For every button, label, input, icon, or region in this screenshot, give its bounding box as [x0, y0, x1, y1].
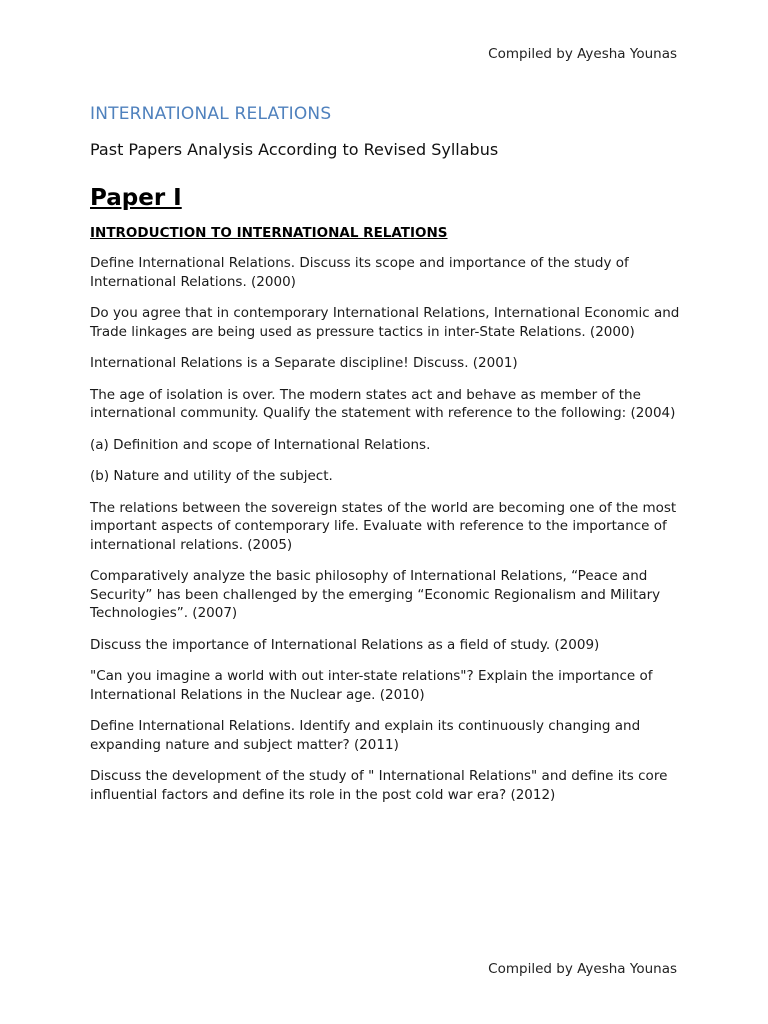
question-paragraph: The relations between the sovereign states of the world are becoming one of the most important aspects of contemporary life. Evaluate with reference to the importance of international relations. (2005) [90, 499, 677, 553]
question-paragraph: (b) Nature and utility of the subject. [90, 468, 333, 484]
question-paragraph: Define International Relations. Discuss its scope and importance of the study of International Relations. (2000) [90, 255, 629, 290]
question-paragraph: "Can you imagine a world with out inter-state relations"? Explain the importance of International Relations in the Nuclear age. (2010) [90, 668, 653, 703]
question-paragraph: International Relations is a Separate discipline! Discuss. (2001) [90, 355, 518, 371]
question-paragraph: Define International Relations. Identify and explain its continuously changing and expanding nature and subject matter? (2011) [90, 718, 641, 753]
section-title: INTRODUCTION TO INTERNATIONAL RELATIONS [90, 225, 448, 241]
question-paragraph: Comparatively analyze the basic philosophy of International Relations, “Peace and Security” has been challenged by the emerging “Economic Regionalism and Military Technologies”. (2007) [90, 568, 661, 621]
subject-title: INTERNATIONAL RELATIONS [90, 104, 332, 124]
question-paragraph: Discuss the importance of International Relations as a field of study. (2009) [90, 636, 600, 653]
paper-title: Paper I [90, 185, 182, 211]
question-paragraph: Discuss the development of the study of " International Relations" and define its core influential factors and define its role in the post cold war era? (2012) [90, 768, 668, 803]
question-paragraph: (a) Definition and scope of International Relations. [90, 436, 431, 453]
footer-compiled-by: Compiled by Ayesha Younas [488, 961, 677, 977]
document-subtitle: Past Papers Analysis According to Revised Syllabus [90, 140, 499, 159]
header-compiled-by: Compiled by Ayesha Younas [488, 46, 677, 62]
document-content [90, 104, 690, 817]
question-paragraph: Do you agree that in contemporary International Relations, International Economic and Trade linkages are being used as pressure tactics in inter-State Relations. (2000) [90, 305, 680, 340]
question-paragraph: The age of isolation is over. The modern states act and behave as member of the international community. Qualify the statement with reference to the following: (2004) [90, 386, 676, 421]
